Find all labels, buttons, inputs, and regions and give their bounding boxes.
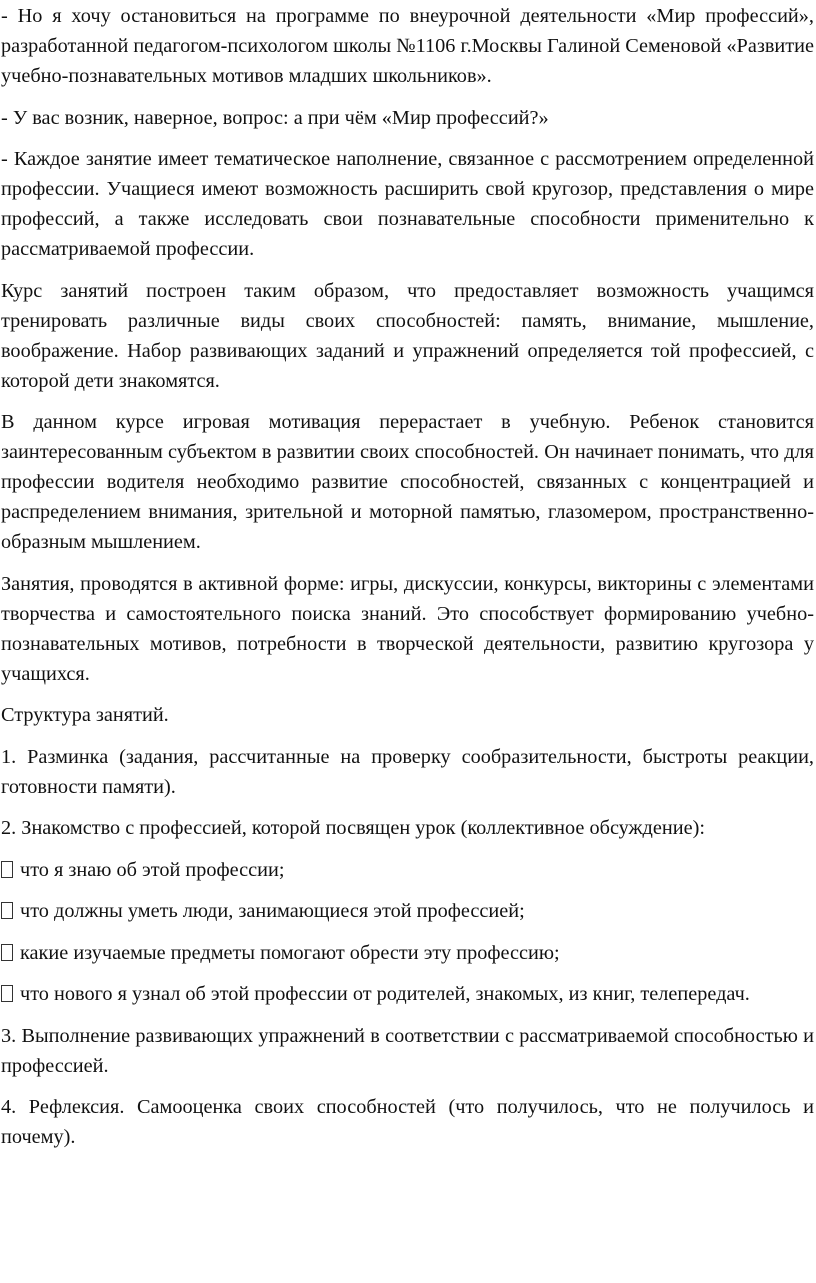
bullet-item [1,979,814,1009]
paragraph-course-structure: Курс занятий построен таким образом, что предоставляет возможность учащимся тренировать различные виды своих способностей: память, внимание, мышление, воображение. Набор развивающих заданий и упражнений определяется той профессией, с которой дети знакомятся. [1,279,814,392]
bullet-text: что я знаю об этой профессии; [20,858,285,881]
missing-glyph-bullet-icon [1,861,13,878]
paragraph-lesson-content: - Каждое занятие имеет тематическое наполнение, связанное с рассмотрением определенной профессии. Учащиеся имеют возможность расширить свой кругозор, представления о мире профессий, а также исследовать свои познавательные способности применительно к рассматриваемой профессии. [1,148,814,260]
paragraph-motivation: В данном курсе игровая мотивация перерастает в учебную. Ребенок становится заинтересованным субъектом в развитии своих способностей. Он начинает понимать, что для профессии водителя необходимо развитие способностей, связанных с концентрацией и распределением внимания, зрительной и моторной памятью, глазомером, пространственно-образным мышлением. [1,411,814,553]
missing-glyph-bullet-icon [1,985,13,1002]
bullet-text: что должны уметь люди, занимающиеся этой профессией; [20,900,525,922]
missing-glyph-bullet-icon [1,902,13,919]
missing-glyph-bullet-icon [1,944,13,961]
paragraph-step-reflection: 4. Рефлексия. Самооценка своих способностей (что получилось, что не получилось и почему). [1,1096,814,1148]
bullet-text: что нового я узнал об этой профессии от родителей, знакомых, из книг, телепередач. [20,983,750,1005]
paragraph-intro: - Но я хочу остановиться на программе по внеурочной деятельности «Мир профессий», разработанной педагогом-психологом школы №1106 г.Москвы Галиной Семеновой «Развитие учебно-познавательных мотивов младших школьников». [1,5,814,87]
bullet-item [1,896,814,926]
paragraph-step-warmup: 1. Разминка (задания, рассчитанные на проверку сообразительности, быстроты реакции, готовности памяти). [1,745,814,798]
paragraph-active-form: Занятия, проводятся в активной форме: игры, дискуссии, конкурсы, викторины с элементами творчества и самостоятельного поиска знаний. Это способствует формированию учебно-познавательных мотивов, потребности в творческой деятельности, развитию кругозора у учащихся. [1,572,814,685]
paragraph-step-introduction: 2. Знакомство с профессией, которой посвящен урок (коллективное обсуждение): [1,817,705,839]
paragraph-step-exercises: 3. Выполнение развивающих упражнений в соответствии с рассматриваемой способностью и профессией. [1,1024,814,1077]
bullet-text: какие изучаемые предметы помогают обрести эту профессию; [20,941,560,964]
bullet-item [1,855,814,885]
paragraph-structure-heading: Структура занятий. [1,704,169,726]
bullet-item [1,938,814,968]
paragraph-question: - У вас возник, наверное, вопрос: а при чём «Мир профессий?» [1,106,549,129]
